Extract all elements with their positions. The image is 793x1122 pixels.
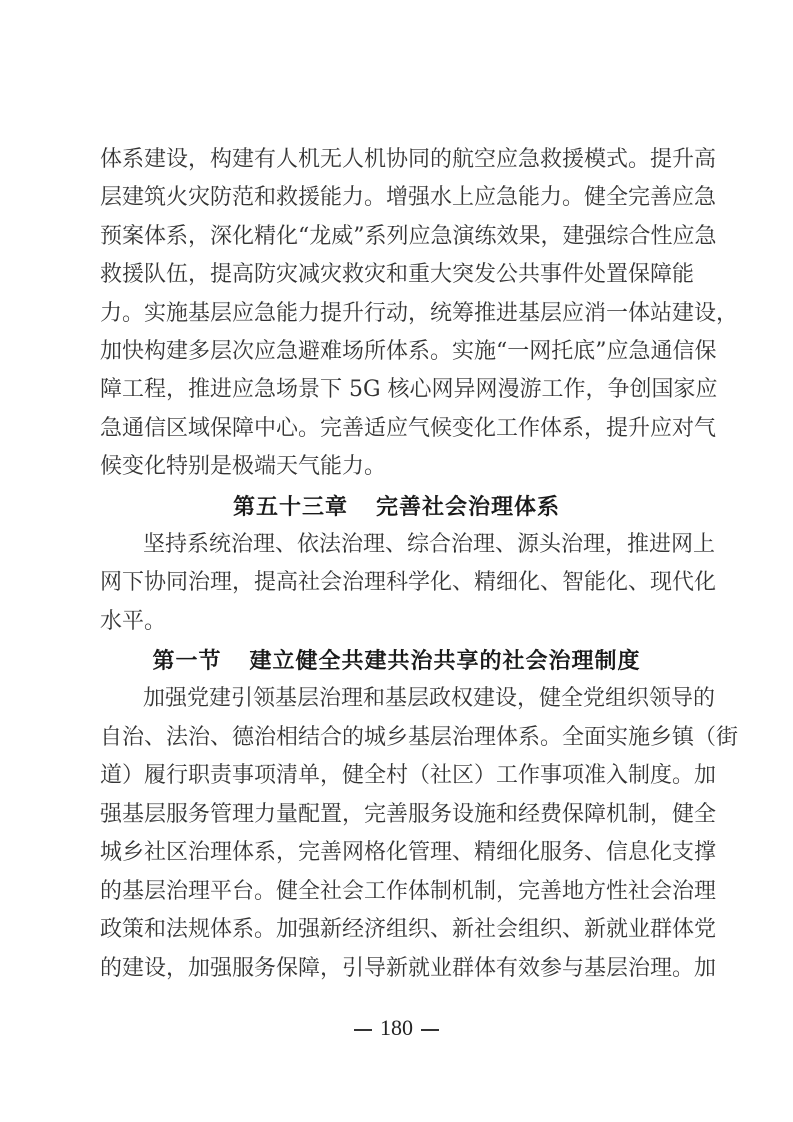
page-number-footer [0,1013,793,1043]
text-line: 网下协同治理，提高社会治理科学化、精细化、智能化、现代化 [100,570,717,595]
text-line: 预案体系，深化精化“龙威”系列应急演练效果，建强综合性应急 [100,224,717,249]
dash-decoration [421,1029,439,1031]
text-line: 加快构建多层次应急避难场所体系。实施“一网托底”应急通信保 [100,339,717,364]
text-line: 体系建设，构建有人机无人机协同的航空应急救援模式。提升高 [100,147,717,172]
text-line: 的基层治理平台。健全社会工作体制机制，完善地方性社会治理 [100,879,717,904]
text-line: 救援队伍，提高防灾减灾救灾和重大突发公共事件处置保障能 [100,262,695,287]
text-line: 力。实施基层应急能力提升行动，统筹推进基层应消一体站建设， [100,301,739,326]
chapter-number: 第五十三章 [232,494,348,520]
dash-decoration [354,1029,372,1031]
section-heading [0,646,793,676]
text-line: 自治、法治、德治相结合的城乡基层治理体系。全面实施乡镇（街 [100,725,739,750]
text-line: 道）履行职责事项清单，健全村（社区）工作事项准入制度。加 [100,763,717,788]
page-number: 180 [380,1015,413,1040]
chapter-title: 完善社会治理体系 [376,494,561,520]
text-line: 加强党建引领基层治理和基层政权建设，健全党组织领导的 [143,686,716,711]
text-line: 政策和法规体系。加强新经济组织、新社会组织、新就业群体党 [100,917,717,942]
text-line: 候变化特别是极端天气能力。 [100,454,387,479]
text-line: 强基层服务管理力量配置，完善服务设施和经费保障机制，健全 [100,802,717,827]
section-title: 建立健全共建共治共享的社会治理制度 [249,648,641,674]
text-line: 的建设，加强服务保障，引导新就业群体有效参与基层治理。加 [100,956,717,981]
text-line: 急通信区域保障中心。完善适应气候变化工作体系，提升应对气 [100,416,717,441]
section-number: 第一节 [152,648,222,674]
text-line: 水平。 [100,609,167,634]
text-line: 层建筑火灾防范和救援能力。增强水上应急能力。健全完善应急 [100,185,717,210]
chapter-heading [0,492,793,522]
text-line: 城乡社区治理体系，完善网格化管理、精细化服务、信息化支撑 [100,840,717,865]
text-line: 坚持系统治理、依法治理、综合治理、源头治理，推进网上 [143,532,716,557]
text-line: 障工程，推进应急场景下 5G 核心网异网漫游工作，争创国家应 [100,377,718,402]
